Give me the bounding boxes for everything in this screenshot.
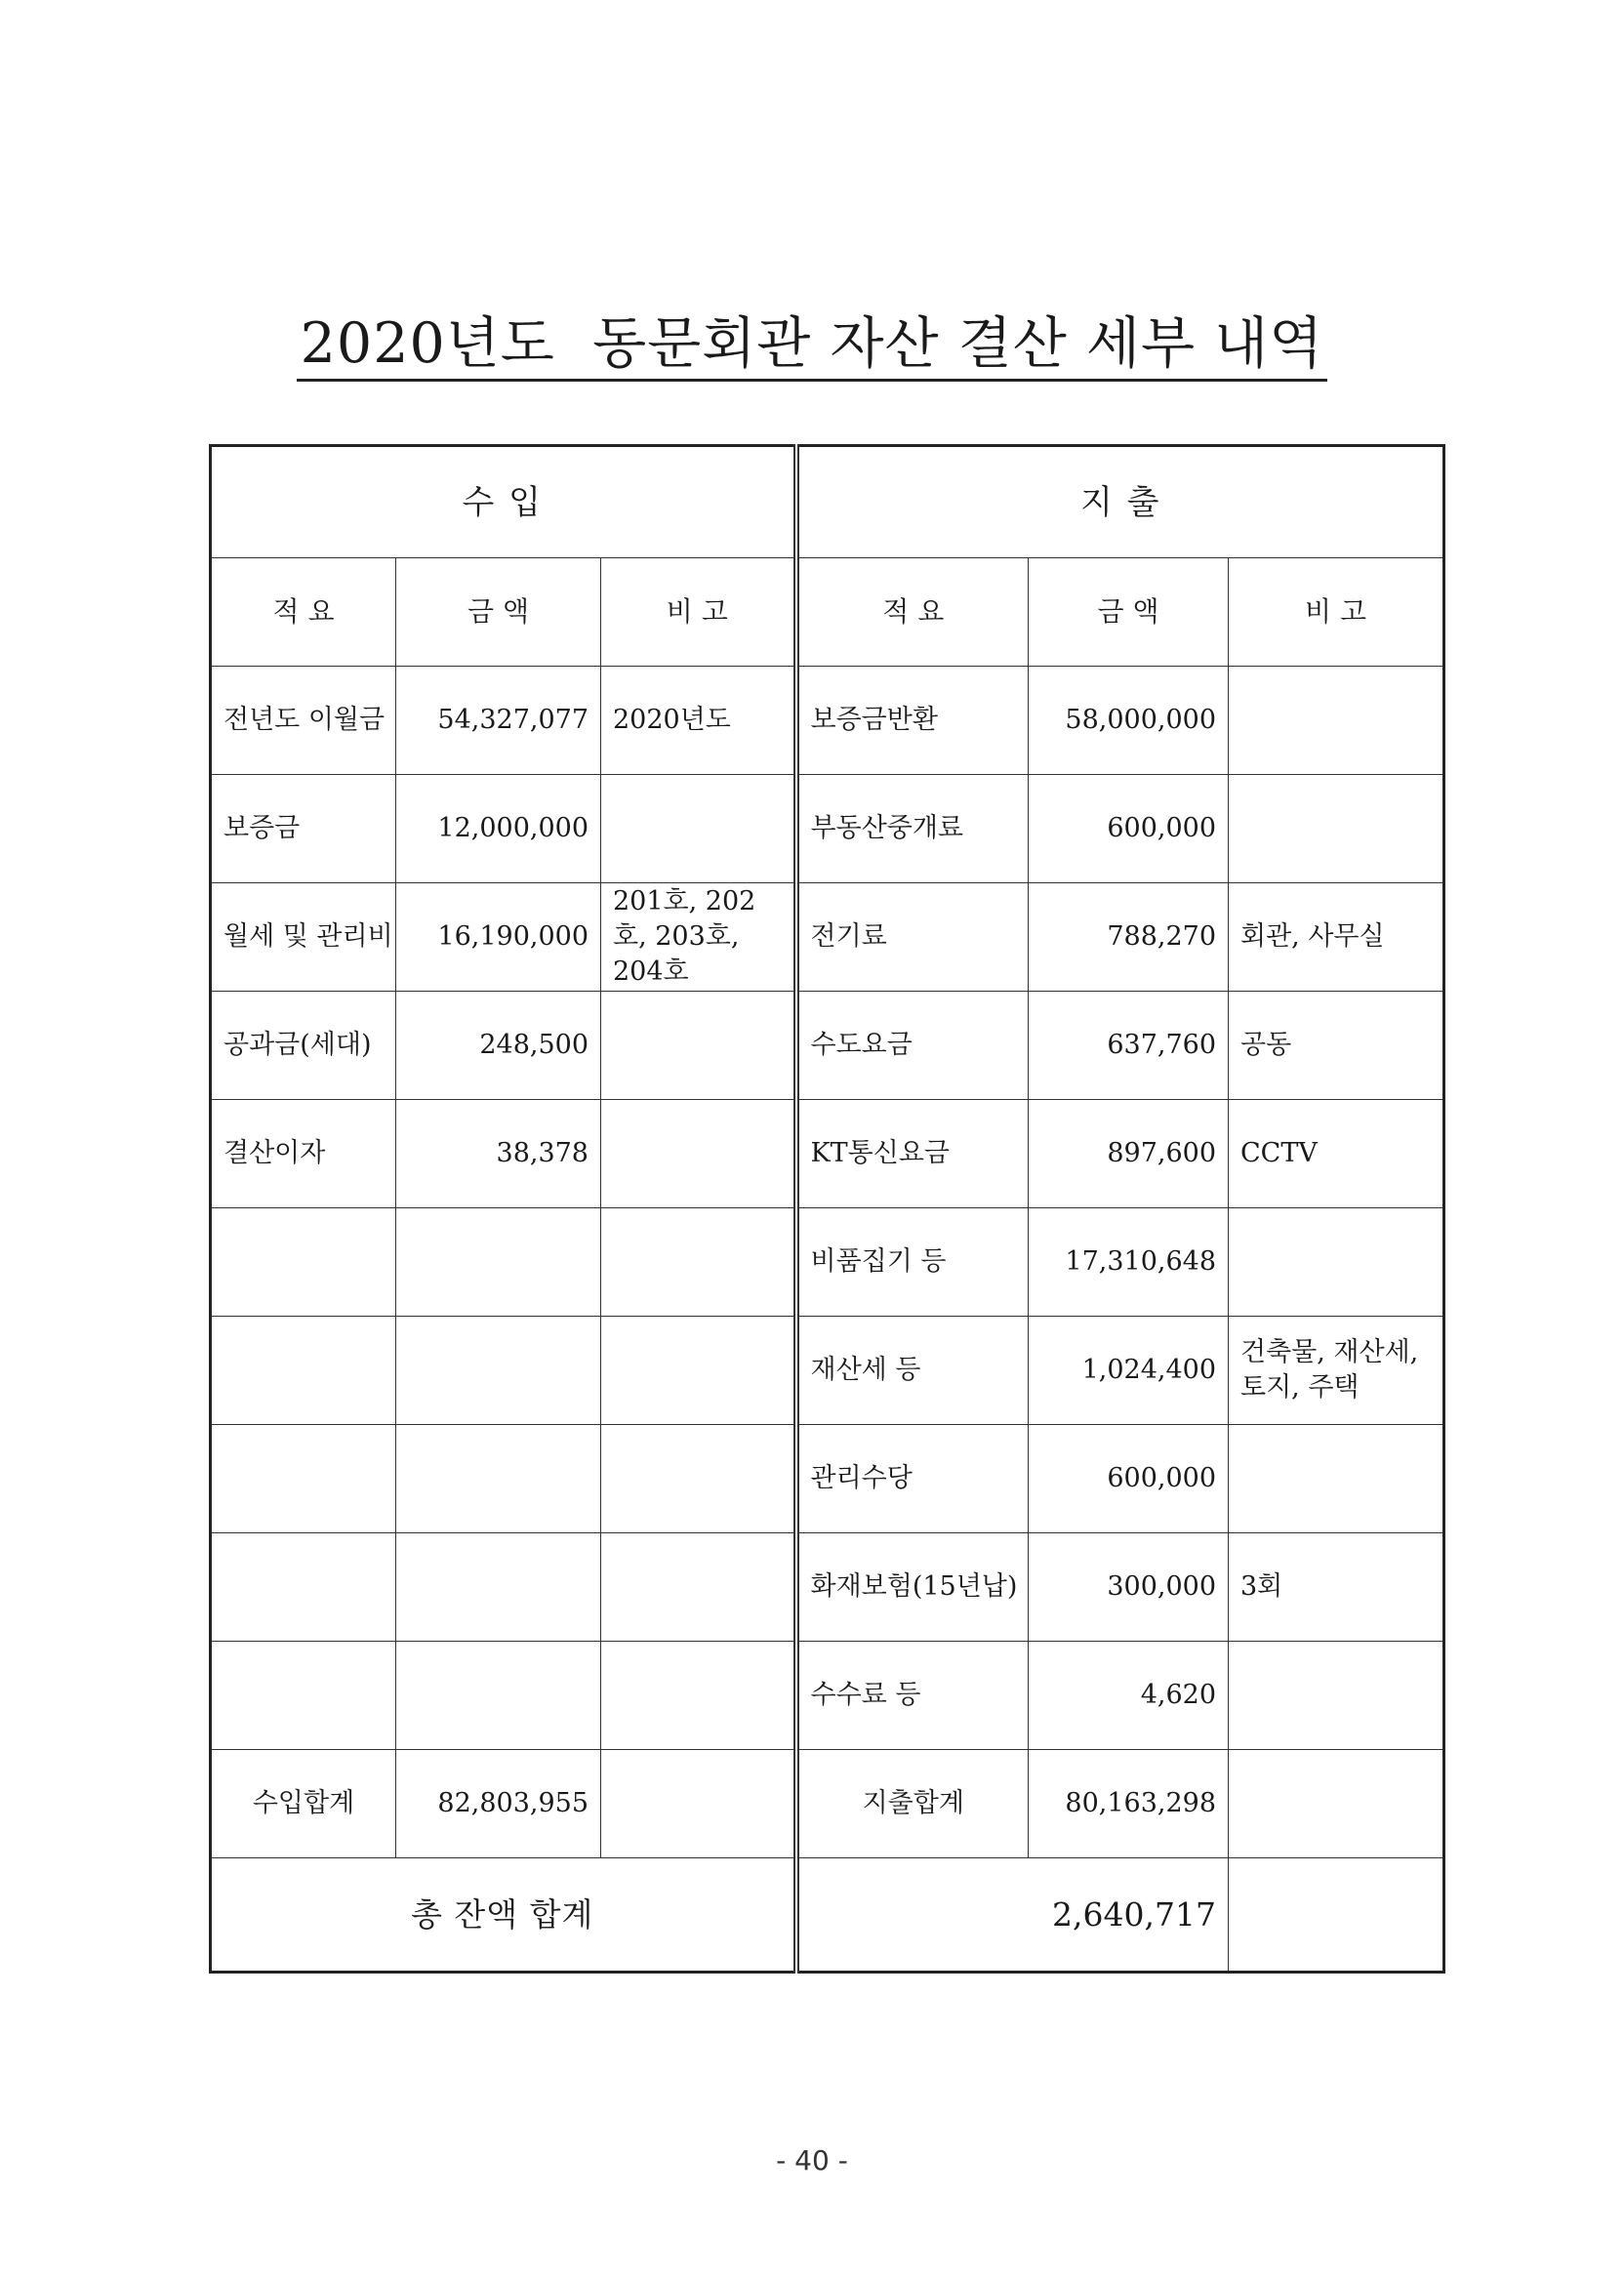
income-note [601, 1425, 796, 1533]
expense-note: 건축물, 재산세, 토지, 주택 [1229, 1317, 1444, 1425]
table-row [211, 775, 1444, 883]
page-number: - 40 - [776, 2144, 848, 2177]
income-amount [396, 1208, 601, 1317]
income-item: 공과금(세대) [211, 992, 396, 1100]
expense-amount: 897,600 [1029, 1100, 1229, 1208]
balance-amount: 2,640,717 [796, 1858, 1229, 1973]
income-amount: 12,000,000 [396, 775, 601, 883]
expense-col-note-header: 비 고 [1229, 558, 1444, 667]
income-total-note [601, 1750, 796, 1858]
expense-note: CCTV [1229, 1100, 1444, 1208]
income-item: 전년도 이월금 [211, 667, 396, 775]
column-header-row [211, 558, 1444, 667]
expense-note [1229, 775, 1444, 883]
expense-total-note [1229, 1750, 1444, 1858]
expense-item: 재산세 등 [796, 1317, 1029, 1425]
expense-item: 보증금반환 [796, 667, 1029, 775]
expense-item: 수수료 등 [796, 1642, 1029, 1750]
expense-note [1229, 667, 1444, 775]
expense-section-header: 지 출 [796, 446, 1444, 558]
expense-note [1229, 1425, 1444, 1533]
expense-amount: 300,000 [1029, 1533, 1229, 1642]
expense-item: 화재보험(15년납) [796, 1533, 1029, 1642]
income-amount [396, 1317, 601, 1425]
income-item [211, 1533, 396, 1642]
income-note [601, 1100, 796, 1208]
expense-amount: 637,760 [1029, 992, 1229, 1100]
income-note: 2020년도 [601, 667, 796, 775]
income-note [601, 1642, 796, 1750]
income-total-amount: 82,803,955 [396, 1750, 601, 1858]
page-title-text: 2020년도 동문회관 자산 결산 세부 내역 [297, 310, 1328, 382]
income-amount: 38,378 [396, 1100, 601, 1208]
income-note: 201호, 202호, 203호, 204호 [601, 883, 796, 992]
expense-item: 부동산중개료 [796, 775, 1029, 883]
income-col-item-header: 적 요 [211, 558, 396, 667]
balance-row [211, 1858, 1444, 1973]
settlement-table [209, 444, 1445, 1974]
expense-note: 공동 [1229, 992, 1444, 1100]
table-row [211, 667, 1444, 775]
income-item [211, 1208, 396, 1317]
income-amount [396, 1642, 601, 1750]
balance-label: 총 잔액 합계 [211, 1858, 796, 1973]
section-header-row [211, 446, 1444, 558]
income-item [211, 1425, 396, 1533]
table-row [211, 1208, 1444, 1317]
expense-amount: 58,000,000 [1029, 667, 1229, 775]
income-amount: 248,500 [396, 992, 601, 1100]
table-row [211, 883, 1444, 992]
income-amount: 54,327,077 [396, 667, 601, 775]
income-col-amount-header: 금 액 [396, 558, 601, 667]
expense-amount: 1,024,400 [1029, 1317, 1229, 1425]
expense-total-amount: 80,163,298 [1029, 1750, 1229, 1858]
table-row [211, 1100, 1444, 1208]
expense-note [1229, 1208, 1444, 1317]
table-row [211, 992, 1444, 1100]
income-note [601, 1317, 796, 1425]
income-item [211, 1642, 396, 1750]
table-row [211, 1642, 1444, 1750]
expense-note: 회관, 사무실 [1229, 883, 1444, 992]
income-note [601, 992, 796, 1100]
table-row [211, 1533, 1444, 1642]
expense-item: 수도요금 [796, 992, 1029, 1100]
income-amount [396, 1533, 601, 1642]
totals-row [211, 1750, 1444, 1858]
expense-note [1229, 1642, 1444, 1750]
expense-amount: 600,000 [1029, 1425, 1229, 1533]
expense-item: 전기료 [796, 883, 1029, 992]
expense-amount: 4,620 [1029, 1642, 1229, 1750]
table-row [211, 1425, 1444, 1533]
income-note [601, 1533, 796, 1642]
expense-col-amount-header: 금 액 [1029, 558, 1229, 667]
expense-total-label: 지출합계 [796, 1750, 1029, 1858]
expense-item: 관리수당 [796, 1425, 1029, 1533]
income-total-label: 수입합계 [211, 1750, 396, 1858]
income-col-note-header: 비 고 [601, 558, 796, 667]
expense-col-item-header: 적 요 [796, 558, 1029, 667]
expense-item: KT통신요금 [796, 1100, 1029, 1208]
income-note [601, 1208, 796, 1317]
income-item [211, 1317, 396, 1425]
expense-amount: 788,270 [1029, 883, 1229, 992]
expense-amount: 600,000 [1029, 775, 1229, 883]
table-row [211, 1317, 1444, 1425]
income-section-header: 수 입 [211, 446, 796, 558]
income-amount [396, 1425, 601, 1533]
income-amount: 16,190,000 [396, 883, 601, 992]
page-title [0, 310, 1624, 382]
income-note [601, 775, 796, 883]
balance-note [1229, 1858, 1444, 1973]
income-item: 보증금 [211, 775, 396, 883]
income-item: 월세 및 관리비 [211, 883, 396, 992]
expense-amount: 17,310,648 [1029, 1208, 1229, 1317]
income-item: 결산이자 [211, 1100, 396, 1208]
expense-item: 비품집기 등 [796, 1208, 1029, 1317]
expense-note: 3회 [1229, 1533, 1444, 1642]
